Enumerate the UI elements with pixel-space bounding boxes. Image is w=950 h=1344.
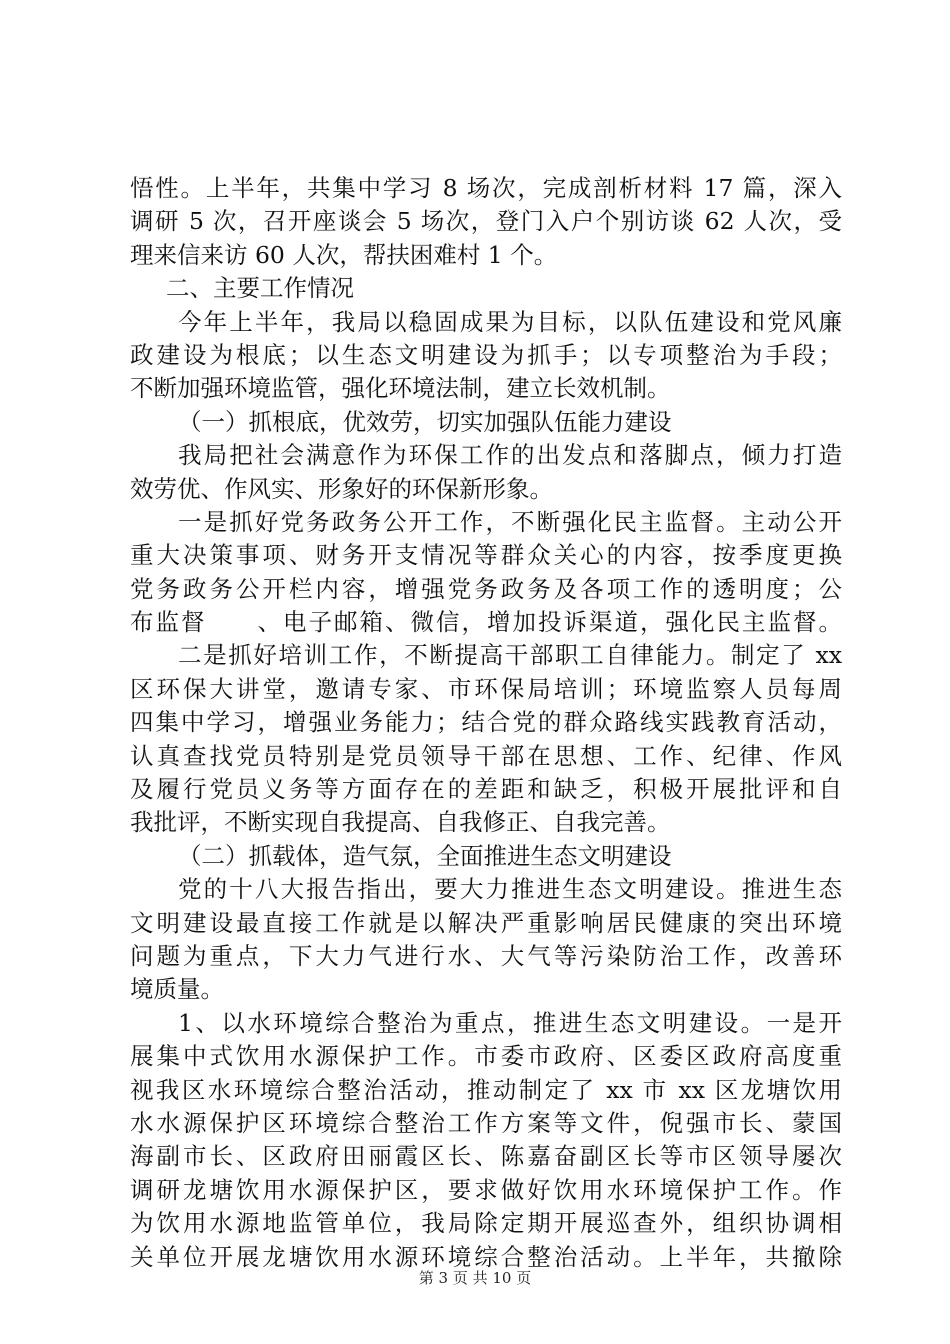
text-line: 效劳优、作风实、形象好的环保新形象。 — [130, 474, 553, 503]
text-line: 我批评，不断实现自我提高、自我修正、自我完善。 — [130, 808, 671, 837]
subsection-heading: （二）抓载体，造气氛，全面推进生态文明建设 — [178, 841, 672, 870]
text-line: 问题为重点，下大力气进行水、大气等污染防治工作，改善环 — [130, 941, 842, 970]
text-line: 悟性。上半年，共集中学习 8 场次，完成剖析材料 17 篇，深入 — [130, 174, 842, 202]
text-line: 今年上半年，我局以稳固成果为目标，以队伍建设和党风廉 — [178, 307, 842, 336]
text-line: 政建设为根底；以生态文明建设为抓手；以专项整治为手段； — [130, 340, 842, 369]
page-footer — [0, 1268, 950, 1288]
text-line: 视我区水环境综合整治活动，推动制定了 xx 市 xx 区龙塘饮用 — [130, 1075, 842, 1104]
text-line: 关单位开展龙塘饮用水源环境综合整治活动。上半年，共撤除 — [130, 1242, 842, 1271]
text-line: 调研 5 次，召开座谈会 5 场次，登门入户个别访谈 62 人次，受 — [130, 207, 842, 236]
section-heading: 二、主要工作情况 — [166, 274, 354, 303]
text-line: 四集中学习，增强业务能力；结合党的群众路线实践教育活动， — [130, 708, 842, 737]
text-line: 认真查找党员特别是党员领导干部在思想、工作、纪律、作风 — [130, 741, 842, 770]
text-line: 一是抓好党务政务公开工作，不断强化民主监督。主动公开 — [178, 507, 842, 536]
text-line: 我局把社会满意作为环保工作的出发点和落脚点，倾力打造 — [178, 441, 842, 470]
text-line: 布监督 、电子邮箱、微信，增加投诉渠道，强化民主监督。 — [130, 608, 842, 637]
text-line: 不断加强环境监管，强化环境法制，建立长效机制。 — [130, 374, 671, 403]
text-line: 文明建设最直接工作就是以解决严重影响居民健康的突出环境 — [130, 908, 842, 937]
text-line: 海副市长、区政府田丽霞区长、陈嘉奋副区长等市区领导屡次 — [130, 1142, 842, 1171]
text-line: 展集中式饮用水源保护工作。市委市政府、区委区政府高度重 — [130, 1042, 842, 1071]
text-line: 重大决策事项、财务开支情况等群众关心的内容，按季度更换 — [130, 541, 842, 570]
text-line: 党务政务公开栏内容，增强党务政务及各项工作的透明度；公 — [130, 574, 842, 603]
text-line: 调研龙塘饮用水源保护区，要求做好饮用水环境保护工作。作 — [130, 1175, 842, 1204]
document-body — [130, 172, 842, 1274]
text-line: 党的十八大报告指出，要大力推进生态文明建设。推进生态 — [178, 875, 842, 904]
text-line: 1、以水环境综合整治为重点，推进生态文明建设。一是开 — [178, 1008, 842, 1037]
text-line: 二是抓好培训工作，不断提高干部职工自律能力。制定了 xx — [178, 641, 842, 670]
text-line: 理来信来访 60 人次，帮扶困难村 1 个。 — [130, 240, 558, 269]
text-line: 为饮用水源地监管单位，我局除定期开展巡查外，组织协调相 — [130, 1209, 842, 1238]
text-line: 区环保大讲堂，邀请专家、市环保局培训；环境监察人员每周 — [130, 674, 842, 703]
text-line: 水水源保护区环境综合整治工作方案等文件，倪强市长、蒙国 — [130, 1108, 842, 1137]
subsection-heading: （一）抓根底，优效劳，切实加强队伍能力建设 — [178, 407, 672, 436]
text-line: 及履行党员义务等方面存在的差距和缺乏，积极开展批评和自 — [130, 775, 842, 804]
text-line: 境质量。 — [130, 975, 224, 1004]
page-number: 第 3 页 共 10 页 — [418, 1269, 532, 1287]
